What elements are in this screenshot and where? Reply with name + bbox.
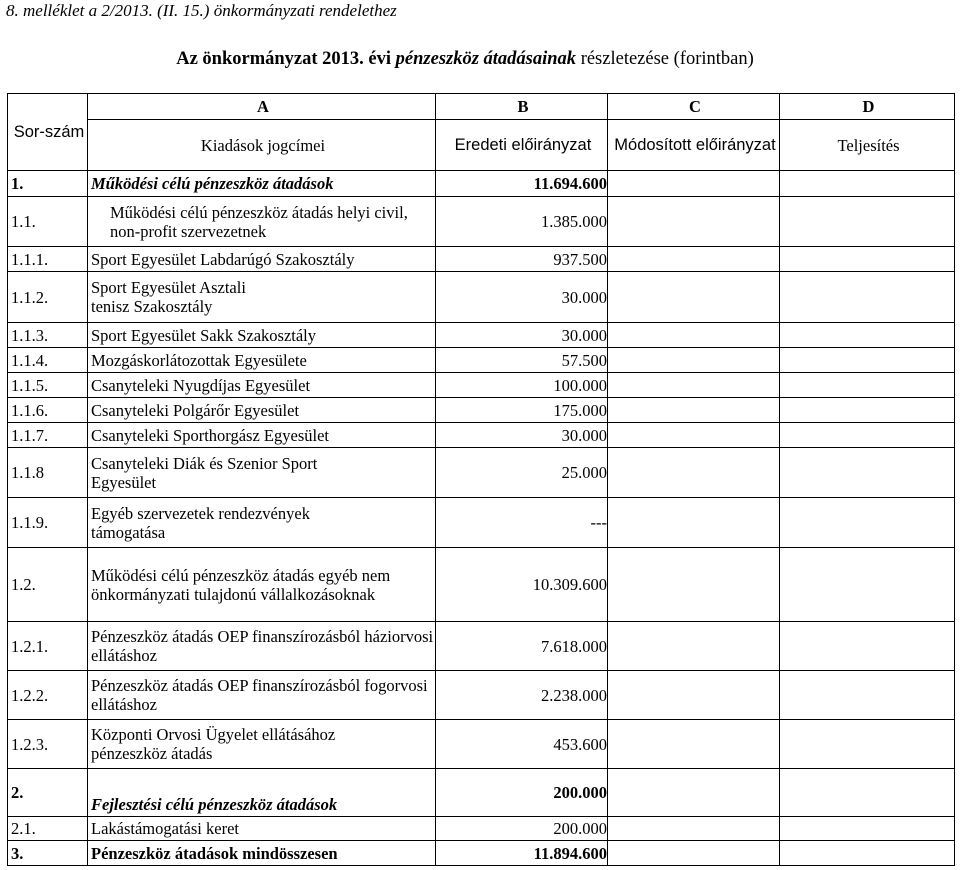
row-completion-value [780,373,955,398]
row-completion-value [780,423,955,448]
row-completion-value [780,323,955,348]
row-label: Pénzeszköz átadás OEP finanszírozásból fogorvosi ellátáshoz [88,671,436,720]
row-original-value: 30.000 [436,323,608,348]
row-code: 1.1.4. [8,348,88,373]
row-label: Működési célú pénzeszköz átadások [88,171,436,197]
row-label: Működési célú pénzeszköz átadás egyéb nem önkormányzati tulajdonú vállalkozásoknak [88,548,436,622]
row-original-value: 200.000 [436,769,608,817]
table-row-total [8,841,955,866]
row-label: Csanyteleki Nyugdíjas Egyesület [88,373,436,398]
row-modified-value [608,197,780,247]
row-label: Fejlesztési célú pénzeszköz átadások [88,769,436,817]
row-label: Csanyteleki Sporthorgász Egyesület [88,423,436,448]
row-completion-value [780,498,955,548]
row-modified-value [608,348,780,373]
row-code: 2. [8,769,88,817]
row-modified-value [608,622,780,671]
document-title [0,47,930,71]
column-a-label: Kiadások jogcímei [88,120,436,171]
row-original-value: 30.000 [436,272,608,323]
row-code: 1.2.2. [8,671,88,720]
row-completion-value [780,448,955,498]
column-d-letter: D [780,94,955,120]
row-code: 1.2. [8,548,88,622]
row-completion-value [780,841,955,866]
row-code: 1.1.3. [8,323,88,348]
title-lead: Az önkormányzat 2013. évi [176,49,396,69]
row-code: 1.2.3. [8,720,88,769]
row-code: 1.1.7. [8,423,88,448]
annex-reference: 8. melléklet a 2/2013. (II. 15.) önkormányzati rendelethez [6,1,397,20]
row-original-value: 937.500 [436,247,608,272]
row-label: Központi Orvosi Ügyelet ellátásához pénzeszköz átadás [88,720,436,769]
table-row [8,197,955,247]
row-modified-value [608,398,780,423]
row-modified-value [608,817,780,841]
row-completion-value [780,817,955,841]
row-label: Pénzeszköz átadások mindösszesen [88,841,436,866]
row-code: 1.2.1. [8,622,88,671]
row-label: Sport Egyesület Asztali tenisz Szakosztály [88,272,436,323]
row-code: 1.1.9. [8,498,88,548]
title-emphasis: pénzeszköz átadásainak [395,49,577,69]
row-original-value: 25.000 [436,448,608,498]
row-original-value: --- [436,498,608,548]
transfers-table [7,93,955,866]
row-code: 1.1.6. [8,398,88,423]
row-original-value: 1.385.000 [436,197,608,247]
table-row [8,498,955,548]
row-modified-value [608,373,780,398]
column-b-letter: B [436,94,608,120]
row-completion-value [780,548,955,622]
table-row [8,622,955,671]
row-modified-value [608,423,780,448]
table-row [8,171,955,197]
row-label: Csanyteleki Diák és Szenior Sport Egyesület [88,448,436,498]
row-original-value: 175.000 [436,398,608,423]
row-label: Pénzeszköz átadás OEP finanszírozásból háziorvosi ellátáshoz [88,622,436,671]
table-row [8,423,955,448]
row-label: Csanyteleki Polgárőr Egyesület [88,398,436,423]
column-c-label: Módosított előirányzat [608,120,780,171]
row-original-value: 7.618.000 [436,622,608,671]
column-d-label: Teljesítés [780,120,955,171]
table-row [8,373,955,398]
row-label: Sport Egyesület Labdarúgó Szakosztály [88,247,436,272]
row-code: 2.1. [8,817,88,841]
sorszam-header: Sor-szám [8,94,88,171]
column-letter-row [8,94,955,120]
row-modified-value [608,448,780,498]
title-tail: részletezése (forintban) [576,49,754,69]
row-modified-value [608,272,780,323]
row-modified-value [608,841,780,866]
row-completion-value [780,769,955,817]
row-original-value: 11.694.600 [436,171,608,197]
row-original-value: 2.238.000 [436,671,608,720]
row-original-value: 30.000 [436,423,608,448]
row-modified-value [608,171,780,197]
row-completion-value [780,398,955,423]
row-original-value: 57.500 [436,348,608,373]
row-modified-value [608,548,780,622]
row-label: Működési célú pénzeszköz átadás helyi civil, non-profit szervezetnek [88,197,436,247]
row-original-value: 453.600 [436,720,608,769]
row-code: 1. [8,171,88,197]
column-c-letter: C [608,94,780,120]
table-row [8,398,955,423]
column-label-row [8,120,955,171]
row-modified-value [608,671,780,720]
table-row [8,671,955,720]
table-row [8,548,955,622]
table-row [8,247,955,272]
row-original-value: 100.000 [436,373,608,398]
row-label: Sport Egyesület Sakk Szakosztály [88,323,436,348]
row-completion-value [780,247,955,272]
table-row [8,272,955,323]
row-code: 3. [8,841,88,866]
column-b-label: Eredeti előirányzat [436,120,608,171]
table-row [8,817,955,841]
row-completion-value [780,622,955,671]
row-code: 1.1. [8,197,88,247]
row-original-value: 10.309.600 [436,548,608,622]
row-code: 1.1.5. [8,373,88,398]
row-original-value: 11.894.600 [436,841,608,866]
row-code: 1.1.1. [8,247,88,272]
table-row [8,720,955,769]
table-row [8,448,955,498]
row-original-value: 200.000 [436,817,608,841]
row-completion-value [780,720,955,769]
row-label: Mozgáskorlátozottak Egyesülete [88,348,436,373]
table-row [8,323,955,348]
column-a-letter: A [88,94,436,120]
row-label: Lakástámogatási keret [88,817,436,841]
row-modified-value [608,247,780,272]
row-completion-value [780,171,955,197]
table-row [8,769,955,817]
row-modified-value [608,720,780,769]
row-modified-value [608,769,780,817]
row-code: 1.1.8 [8,448,88,498]
row-label: Egyéb szervezetek rendezvények támogatása [88,498,436,548]
row-completion-value [780,348,955,373]
row-modified-value [608,498,780,548]
row-modified-value [608,323,780,348]
row-code: 1.1.2. [8,272,88,323]
row-completion-value [780,671,955,720]
row-completion-value [780,272,955,323]
table-row [8,348,955,373]
row-completion-value [780,197,955,247]
